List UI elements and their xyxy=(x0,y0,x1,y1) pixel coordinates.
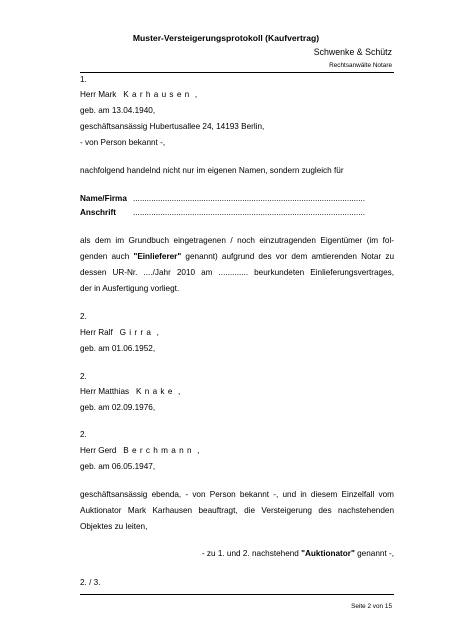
owner-paragraph-line-3: dessen UR-Nr. ..../Jahr 2010 am ............. beurkundeten Einlieferungsvertrages, xyxy=(80,268,394,277)
surname-spaced: Karhausen xyxy=(123,90,193,99)
firm-subtitle: Rechtsanwälte Notare xyxy=(329,62,392,69)
document-title: Muster-Versteigerungsprotokoll (Kaufvertrag) xyxy=(132,33,320,43)
auctioneer-paragraph-line-1: geschäftsansässig ebenda, - von Person bekannt -, und in diesem Einzelfall vom xyxy=(80,490,394,499)
owner-paragraph-line-2-pre: genden auch xyxy=(80,252,134,261)
address-dotted-field: ...................................................................................................... xyxy=(133,208,366,217)
party-number-2b: 2. xyxy=(80,372,87,381)
auctioneer-paragraph-line-3: Objektes zu leiten, xyxy=(80,522,148,531)
party-2b-birthdate: geb. am 02.09.1976, xyxy=(80,403,156,412)
owner-paragraph-line-4: der in Ausfertigung vorliegt. xyxy=(80,284,180,293)
name-prefix: Herr Matthias xyxy=(80,387,130,396)
footer-rule xyxy=(80,594,394,595)
name-firm-dotted-field: ...................................................................................................... xyxy=(133,194,366,203)
owner-paragraph-line-2-post: genannt) aufgrund des vor dem amtierenden Notar zu xyxy=(181,252,395,261)
party-1-address: geschäftsansässig Hubertusallee 24, 14193 Berlin, xyxy=(80,122,265,131)
auctioneer-designation-pre: - zu 1. und 2. nachstehend xyxy=(201,549,302,558)
address-label: Anschrift xyxy=(80,208,116,217)
party-2a-name xyxy=(80,328,159,338)
party-2a-birthdate: geb. am 01.06.1952, xyxy=(80,344,156,353)
name-suffix: , xyxy=(156,328,159,337)
party-1-identity: - von Person bekannt -, xyxy=(80,138,166,147)
auktionator-term: "Auktionator" xyxy=(301,549,355,558)
party-number-1: 1. xyxy=(80,75,87,84)
name-suffix: , xyxy=(197,446,200,455)
name-suffix: , xyxy=(177,387,181,396)
acting-statement: nachfolgend handelnd nicht nur im eigenen Namen, sondern zugleich für xyxy=(80,166,344,175)
auctioneer-designation xyxy=(202,549,394,559)
owner-paragraph-line-2 xyxy=(80,252,394,262)
name-firm-label: Name/Firma xyxy=(80,194,127,203)
surname-spaced: Berchmann xyxy=(123,446,195,455)
page-number: Seite 2 von 15 xyxy=(351,603,392,610)
party-2b-name xyxy=(80,387,180,397)
name-prefix: Herr Gerd xyxy=(80,446,117,455)
auctioneer-paragraph-line-2: Auktionator Mark Karhausen beauftragt, die Versteigerung des nachstehenden xyxy=(80,506,394,515)
firm-name: Schwenke & Schütz xyxy=(313,47,392,57)
party-number-2c: 2. xyxy=(80,430,87,439)
party-1-name xyxy=(80,90,197,100)
auctioneer-designation-post: genannt -, xyxy=(354,549,394,558)
party-2c-birthdate: geb. am 06.05.1947, xyxy=(80,462,156,471)
einlieferer-term: "Einlieferer" xyxy=(133,252,182,261)
header-rule xyxy=(80,72,394,73)
party-number-2a: 2. xyxy=(80,312,87,321)
owner-paragraph-line-1: als dem im Grundbuch eingetragenen / noch einzutragenden Eigentümer (im fol- xyxy=(80,236,394,245)
name-prefix: Herr Mark xyxy=(80,90,117,99)
surname-spaced: Knake xyxy=(135,387,176,396)
name-suffix: , xyxy=(194,90,198,99)
surname-spaced: Girra xyxy=(119,328,155,337)
name-prefix: Herr Ralf xyxy=(80,328,113,337)
party-1-birthdate: geb. am 13.04.1940, xyxy=(80,106,156,115)
continuation-marker: 2. / 3. xyxy=(80,578,101,587)
party-2c-name xyxy=(80,446,199,456)
